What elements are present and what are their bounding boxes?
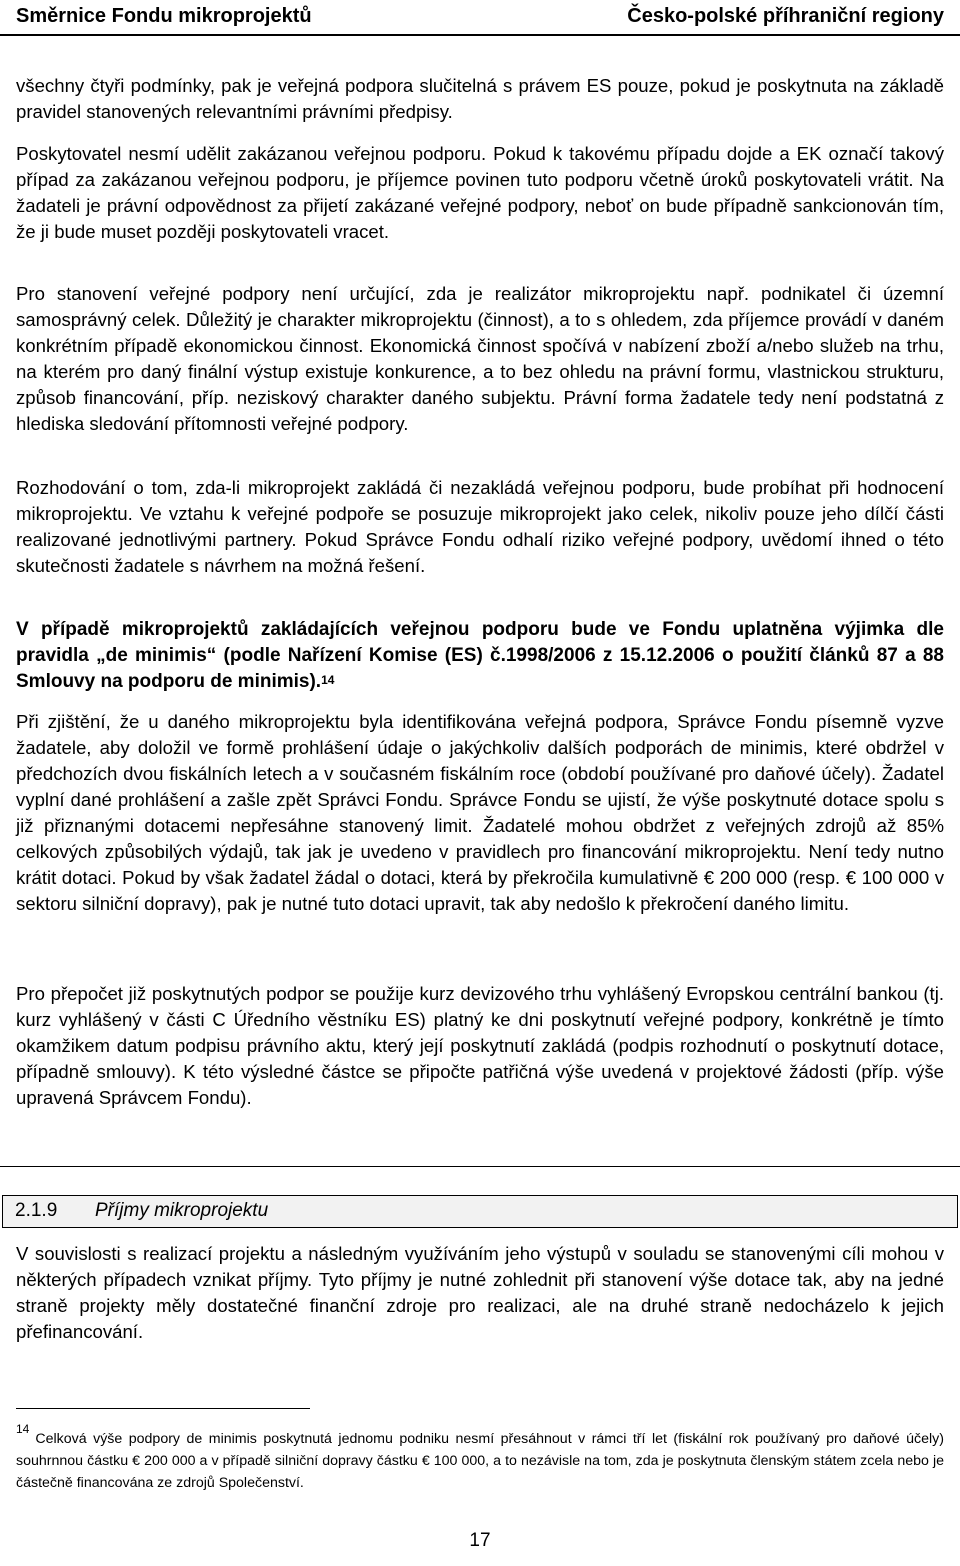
paragraph-income: V souvislosti s realizací projektu a následným využíváním jeho výstupů v souladu se stanovenými cíli mohou v některých případech vznikat příjmy. Tyto příjmy je nutné zohlednit při stanovení výše dotace tak, aby na jedné straně projekty měly dostatečné finanční zdroje pro realizaci, ale na druhé straně nedocházelo k jejich přefinancování. [16,1243,944,1342]
page-number: 17 [469,1530,491,1551]
paragraph-conversion: Pro přepočet již poskytnutých podpor se použije kurz devizového trhu vyhlášený Evropskou centrální bankou (tj. kurz vyhlášený v části C Úředního věstníku ES) platný ke dni poskytnutí veřejné podpory, konkrétně je tímto okamžikem datum podpisu právního aktu, který její poskytnutí zakládá (podpis rozhodnutí o poskytnutí dotace, případně smlouvy). K této výsledné částce se připočte patřičná výše uvedená v projektové žádosti (příp. výše upravená Správcem Fondu). [16,983,944,1108]
section-number: 2.1.9 [15,1200,58,1221]
paragraph-de-minimis-exception [16,617,944,695]
de-minimis-text: V případě mikroprojektů zakládajících veřejnou podporu bude ve Fondu uplatněna výjimka dle pravidla „de minimis“ (podle Nařízení Komise (ES) č.1998/2006 z 15.12.2006 o použití článků 87 a 88 Smlouvy na podporu de minimis). [16,619,944,692]
footnote-mark: 14 [16,1422,30,1436]
footnote-separator [16,1408,310,1409]
section-heading [2,1195,958,1228]
footnote-text: Celková výše podpory de minimis poskytnutá jednomu podniku nesmí přesáhnout v rámci tří let (fiskální rok používaný pro daňové účely) souhrnnou částku € 200 000 a v případě silniční dopravy částku € 100 000, a to nezávisle na tom, zda je poskytnuta členským státem zcela nebo je částečně financována ze zdrojů Společenství. [16,1431,944,1491]
header-document-title: Směrnice Fondu mikroprojektů [16,5,312,27]
paragraph-aid-determination: Pro stanovení veřejné podpory není určující, zda je realizátor mikroprojektu např. podnikatel či územní samosprávný celek. Důležitý je charakter mikroprojektu (činnost), a to s ohledem, zda příjemce provádí v daném konkrétním případě ekonomickou činnost. Ekonomická činnost spočívá v nabízení zboží a/nebo služeb na trhu, na kterém pro daný finální výstup existuje konkurence, a to bez ohledu na právní formu, vlastnickou strukturu, způsob financování, příp. neziskový charakter daného subjektu. Právní forma žadatele tedy není podstatná z hlediska sledování přítomnosti veřejné podpory. [16,283,944,434]
footnote [16,1422,944,1494]
section-divider [0,1166,960,1167]
paragraph-identification: Při zjištění, že u daného mikroprojektu byla identifikována veřejná podpora, Správce Fondu písemně vyzve žadatele, aby doložil ve formě prohlášení údaje o jakýchkoliv dalších podporách de minimis, které obdržel v předchozích dvou fiskálních letech a v současném fiskálním roce (období používané pro daňové účely). Žadatel vyplní dané prohlášení a zašle zpět Správci Fondu. Správce Fondu se ujistí, že výše poskytnuté dotace spolu s již přiznanými dotacemi nepřesáhne stanovený limit. Žadatelé mohou obdržet z veřejných zdrojů až 85% celkových způsobilých výdajů, tak jak je uvedeno v pravidlech pro financování mikroprojektu. Není tedy nutno krátit dotaci. Pokud by však žadatel žádal o dotaci, která by překročila kumulativně € 200 000 (resp. € 100 000 v sektoru silniční dopravy), pak je nutné tuto dotaci upravit, tak aby nedošlo k překročení daného limitu. [16,711,944,914]
page-header [0,0,960,36]
paragraph-prohibited-aid: Poskytovatel nesmí udělit zakázanou veřejnou podporu. Pokud k takovému případu dojde a EK označí takový případ za zakázanou veřejnou podporu, je příjemce povinen tuto podporu včetně úroků poskytovateli vrátit. Na žadateli je právní odpovědnost za přijetí zakázané veřejné podpory, neboť on bude případně sankcionován tím, že ji bude muset později poskytovateli vracet. [16,143,944,242]
paragraph-decision: Rozhodování o tom, zda-li mikroprojekt zakládá či nezakládá veřejnou podporu, bude probíhat při hodnocení mikroprojektu. Ve vztahu k veřejné podpoře se posuzuje mikroprojekt jako celek, nikoliv pouze jeho dílčí části realizované jednotlivými partnery. Pokud Správce Fondu odhalí riziko veřejné podpory, uvědomí ihned o této skutečnosti žadatele s návrhem na možná řešení. [16,477,944,576]
section-title: Příjmy mikroprojektu [95,1200,269,1221]
header-program-title: Česko-polské příhraniční regiony [627,5,944,27]
paragraph-conditions: všechny čtyři podmínky, pak je veřejná podpora slučitelná s právem ES pouze, pokud je poskytnuta na základě pravidel stanovených relevantními právními předpisy. [16,75,944,122]
footnote-reference: 14 [321,673,335,687]
